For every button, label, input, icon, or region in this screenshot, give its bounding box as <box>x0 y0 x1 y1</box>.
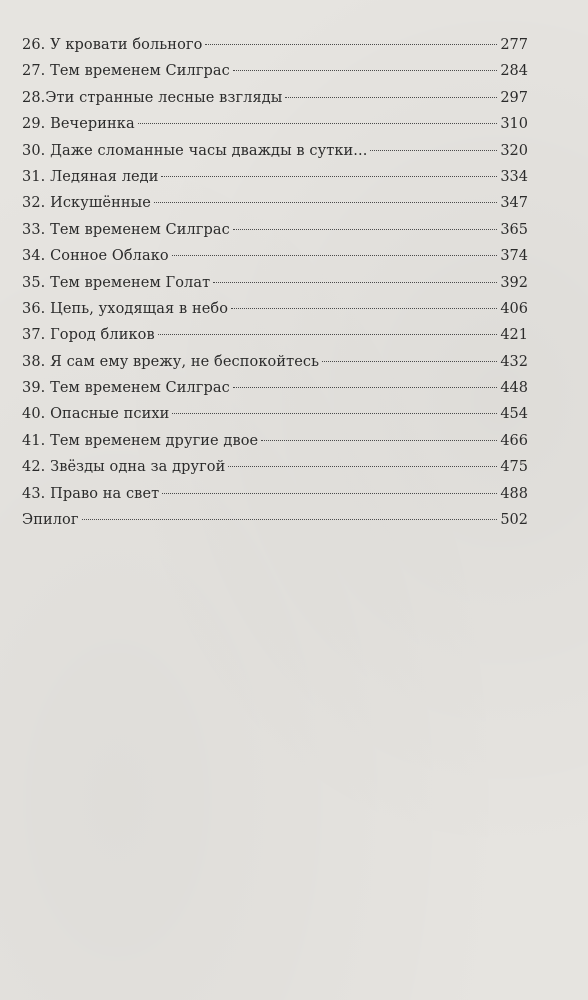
toc-entry-title: 41. Тем временем другие двое <box>22 432 259 449</box>
toc-entry-title: 31. Ледяная леди <box>22 168 159 185</box>
toc-entry-page: 392 <box>500 274 528 291</box>
toc-entry-title: 32. Искушённые <box>22 195 151 212</box>
dot-leader <box>233 387 497 388</box>
dot-leader <box>285 97 497 98</box>
toc-entry-page: 466 <box>500 432 528 449</box>
toc-entry-title: 40. Опасные психи <box>22 406 170 423</box>
toc-entry-title: 30. Даже сломанные часы дважды в сутки... <box>22 142 368 159</box>
toc-entry-title: Эпилог <box>22 512 79 529</box>
toc-entry-title: 35. Тем временем Голат <box>22 274 211 291</box>
toc-entry <box>22 454 528 480</box>
toc-entry-title: 38. Я сам ему врежу, не беспокойтесь <box>22 353 320 370</box>
dot-leader <box>162 493 497 494</box>
toc-entry-page: 454 <box>500 406 528 423</box>
dot-leader <box>322 361 497 362</box>
toc-entry <box>22 164 528 190</box>
dot-leader <box>261 440 497 441</box>
toc-entry <box>22 111 528 137</box>
toc-entry <box>22 296 528 322</box>
toc-entry-page: 421 <box>500 327 528 344</box>
toc-entry <box>22 85 528 111</box>
toc-entry-page: 488 <box>500 485 528 502</box>
toc-entry-page: 347 <box>500 195 528 212</box>
toc-entry-title: 33. Тем временем Силграс <box>22 221 230 238</box>
toc-entry-title: 42. Звёзды одна за другой <box>22 459 226 476</box>
toc-entry-page: 448 <box>500 380 528 397</box>
toc-entry-page: 475 <box>500 459 528 476</box>
toc-entry <box>22 58 528 84</box>
toc-entry-title: 37. Город бликов <box>22 327 155 344</box>
toc-entry <box>22 32 528 58</box>
toc-entry-title: 28.Эти странные лесные взгляды <box>22 89 283 106</box>
toc-entry <box>22 190 528 216</box>
toc-entry <box>22 243 528 269</box>
toc-entry-title: 27. Тем временем Силграс <box>22 63 230 80</box>
dot-leader <box>205 44 497 45</box>
toc-entry-page: 297 <box>500 89 528 106</box>
toc-entry <box>22 217 528 243</box>
dot-leader <box>172 255 498 256</box>
toc-entry-page: 320 <box>500 142 528 159</box>
dot-leader <box>161 176 497 177</box>
toc-entry-title: 43. Право на свет <box>22 485 160 502</box>
dot-leader <box>172 413 497 414</box>
toc-entry-title: 39. Тем временем Силграс <box>22 380 230 397</box>
dot-leader <box>154 202 497 203</box>
toc-entry <box>22 481 528 507</box>
dot-leader <box>158 334 498 335</box>
toc-entry <box>22 349 528 375</box>
table-of-contents <box>22 32 528 533</box>
dot-leader <box>231 308 497 309</box>
dot-leader <box>138 123 498 124</box>
toc-entry-title: 26. У кровати больного <box>22 37 203 53</box>
toc-entry <box>22 507 528 533</box>
toc-entry-title: 34. Сонное Облако <box>22 248 169 265</box>
toc-entry <box>22 322 528 348</box>
toc-entry-page: 432 <box>500 353 528 370</box>
toc-entry-page: 284 <box>500 63 528 80</box>
dot-leader <box>228 466 497 467</box>
toc-entry-page: 502 <box>500 512 528 529</box>
toc-entry-page: 277 <box>500 37 528 53</box>
toc-entry-title: 29. Вечеринка <box>22 116 135 133</box>
toc-entry <box>22 375 528 401</box>
dot-leader <box>233 229 497 230</box>
toc-entry-page: 406 <box>500 300 528 317</box>
toc-entry-page: 334 <box>500 168 528 185</box>
toc-entry-title: 36. Цепь, уходящая в небо <box>22 300 229 317</box>
toc-entry-page: 365 <box>500 221 528 238</box>
toc-entry <box>22 428 528 454</box>
dot-leader <box>233 70 497 71</box>
toc-entry <box>22 270 528 296</box>
toc-entry-page: 310 <box>500 116 528 133</box>
dot-leader <box>213 282 497 283</box>
dot-leader <box>82 519 498 520</box>
toc-entry <box>22 401 528 427</box>
toc-entry <box>22 138 528 164</box>
dot-leader <box>370 150 497 151</box>
toc-entry-page: 374 <box>500 248 528 265</box>
